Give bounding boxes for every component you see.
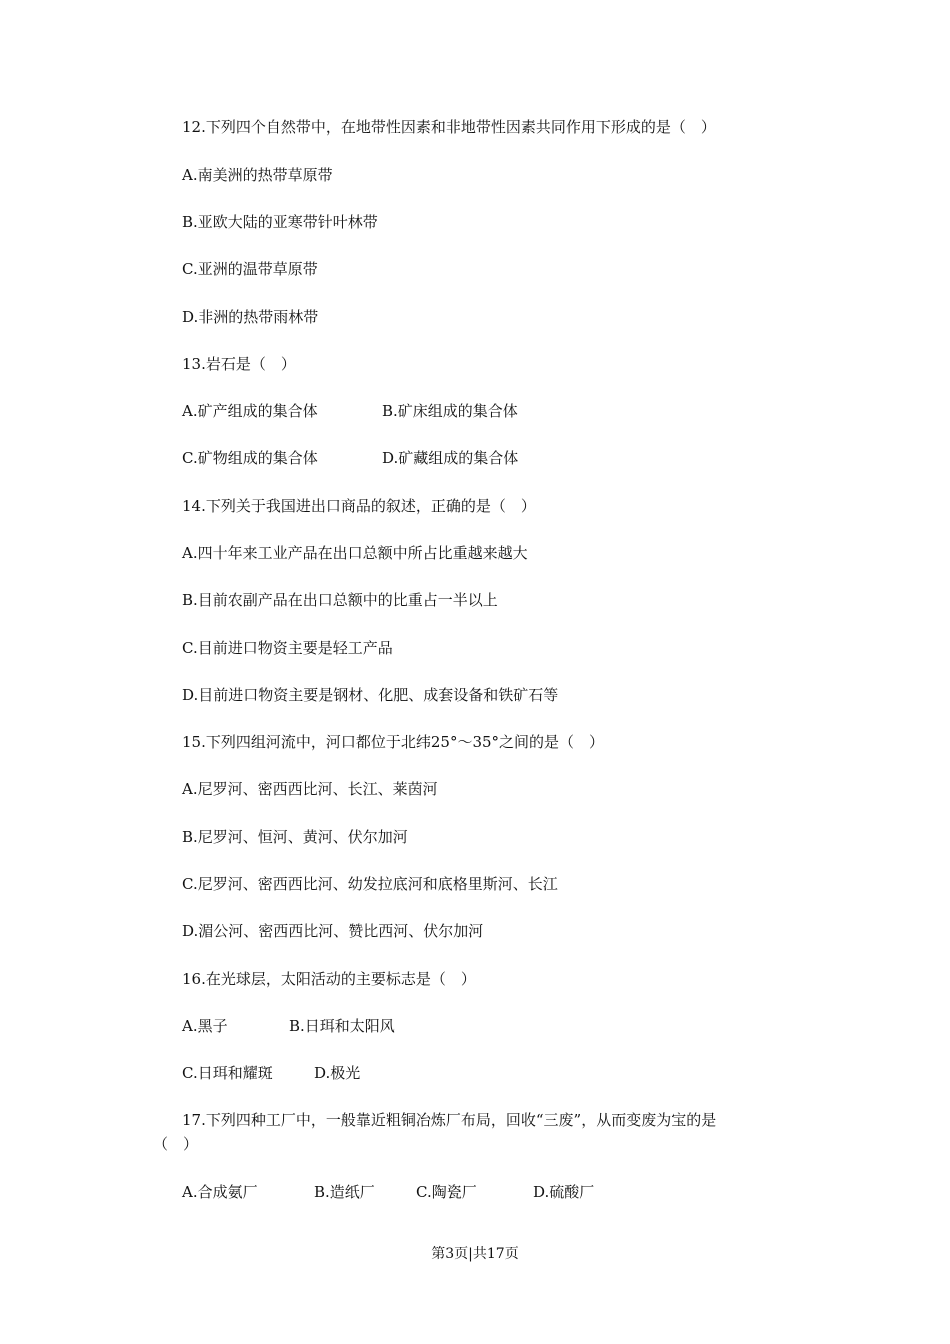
question-12-option-b: B.亚欧大陆的亚寒带针叶林带 — [182, 213, 378, 231]
question-16-option-a: A.黑子 — [182, 1017, 228, 1035]
question-15-option-a: A.尼罗河、密西西比河、长江、莱茵河 — [182, 780, 438, 798]
question-16-option-b: B.日珥和太阳风 — [289, 1017, 395, 1035]
question-15-option-b: B.尼罗河、恒河、黄河、伏尔加河 — [182, 828, 408, 846]
question-14-option-b: B.目前农副产品在出口总额中的比重占一半以上 — [182, 591, 498, 609]
question-15-option-d: D.湄公河、密西西比河、赞比西河、伏尔加河 — [182, 922, 484, 940]
question-12-stem: 12.下列四个自然带中，在地带性因素和非地带性因素共同作用下形成的是（ ） — [182, 118, 716, 136]
question-15-stem: 15.下列四组河流中，河口都位于北纬25°～35°之间的是（ ） — [182, 733, 605, 751]
question-17-stem-line-1: 17.下列四种工厂中，一般靠近粗铜冶炼厂布局，回收“三废”，从而变废为宝的是 — [182, 1111, 717, 1129]
question-17-option-b: B.造纸厂 — [314, 1183, 375, 1201]
question-17-stem-line-2: （ ） — [153, 1135, 199, 1153]
question-13-option-b: B.矿床组成的集合体 — [382, 402, 518, 420]
question-14-option-a: A.四十年来工业产品在出口总额中所占比重越来越大 — [182, 544, 528, 562]
question-14-option-c: C.目前进口物资主要是轻工产品 — [182, 639, 393, 657]
question-13-stem: 13.岩石是（ ） — [182, 355, 296, 373]
question-13-option-a: A.矿产组成的集合体 — [182, 402, 318, 420]
question-16-option-d: D.极光 — [314, 1064, 361, 1082]
page-number-footer: 第3页|共17页 — [431, 1246, 519, 1262]
question-17-option-a: A.合成氨厂 — [182, 1183, 258, 1201]
question-16-option-c: C.日珥和耀斑 — [182, 1064, 273, 1082]
question-16-stem: 16.在光球层，太阳活动的主要标志是（ ） — [182, 970, 476, 988]
question-14-stem: 14.下列关于我国进出口商品的叙述，正确的是（ ） — [182, 497, 536, 515]
question-17-option-d: D.硫酸厂 — [533, 1183, 595, 1201]
question-12-option-a: A.南美洲的热带草原带 — [182, 166, 333, 184]
question-15-option-c: C.尼罗河、密西西比河、幼发拉底河和底格里斯河、长江 — [182, 875, 558, 893]
question-12-option-c: C.亚洲的温带草原带 — [182, 260, 318, 278]
question-13-option-d: D.矿藏组成的集合体 — [382, 449, 519, 467]
question-17-option-c: C.陶瓷厂 — [416, 1183, 477, 1201]
question-12-option-d: D.非洲的热带雨林带 — [182, 308, 319, 326]
question-13-option-c: C.矿物组成的集合体 — [182, 449, 318, 467]
question-14-option-d: D.目前进口物资主要是钢材、化肥、成套设备和铁矿石等 — [182, 686, 559, 704]
